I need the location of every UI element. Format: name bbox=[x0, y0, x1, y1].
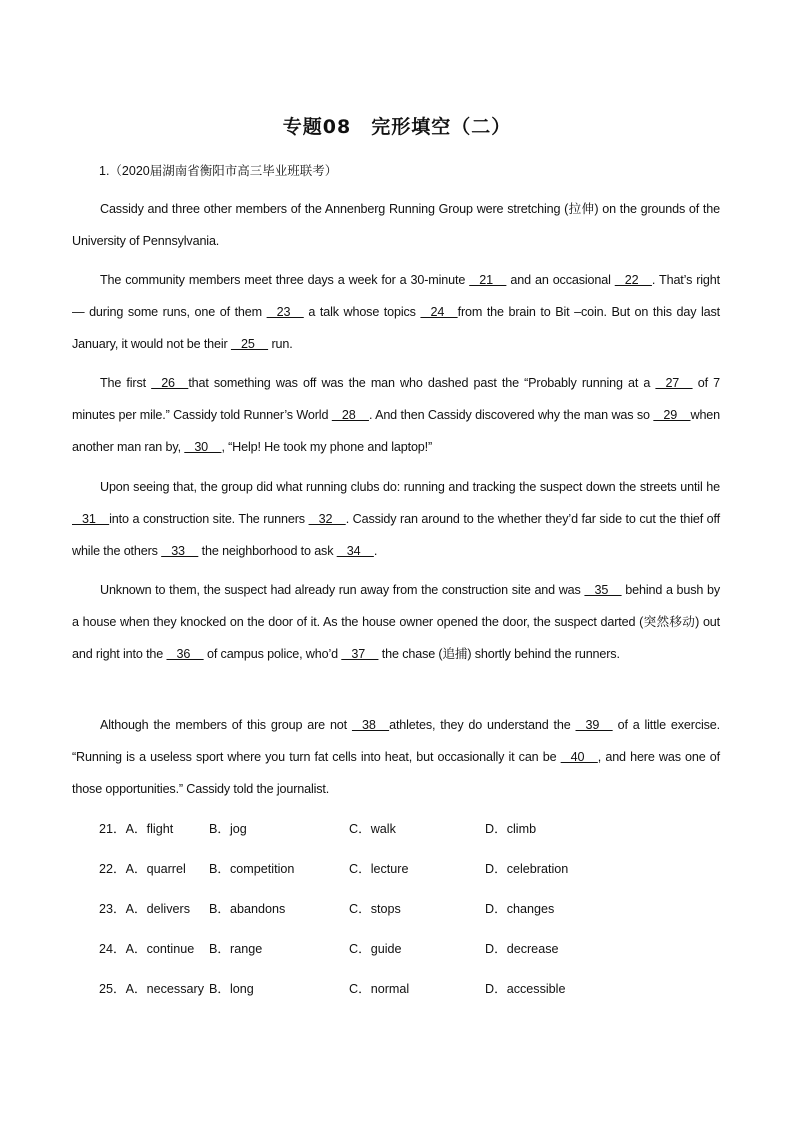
blank-37: 37 bbox=[341, 646, 379, 661]
passage-text: athletes, they do understand the bbox=[389, 718, 576, 732]
blank-26: 26 bbox=[151, 376, 189, 390]
option-d: D．accessible bbox=[485, 982, 566, 996]
passage-paragraph-6 bbox=[72, 710, 720, 805]
passage-text: the neighborhood to ask bbox=[198, 543, 337, 558]
option-d: D．changes bbox=[485, 902, 555, 916]
blank-25: 25 bbox=[230, 336, 269, 351]
option-a: 23．A．delivers bbox=[99, 902, 190, 916]
passage-paragraph-4 bbox=[72, 472, 720, 567]
passage-text: Upon seeing that, the group did what running clubs do: running and tracking the suspect down the streets until he bbox=[100, 480, 720, 494]
passage-text: . Cassidy ran around to the whether they’d far side to cut the thief off while the others bbox=[72, 511, 721, 558]
option-c: C．stops bbox=[349, 902, 401, 916]
passage-text: The community members meet three days a week for a 30-minute bbox=[100, 273, 470, 287]
option-a: 21．A．flight bbox=[99, 822, 174, 836]
option-c: C．guide bbox=[349, 942, 402, 956]
option-d: D．celebration bbox=[485, 862, 569, 876]
option-b: B．jog bbox=[209, 822, 247, 836]
passage-text: run. bbox=[268, 336, 293, 351]
blank-35: 35 bbox=[584, 583, 622, 597]
blank-28: 28 bbox=[331, 407, 369, 422]
option-d: D．decrease bbox=[485, 942, 559, 956]
passage-paragraph-1 bbox=[72, 194, 720, 258]
page-title: 专题08 完形填空（二） bbox=[282, 116, 512, 138]
option-b: B．long bbox=[209, 982, 254, 996]
passage-text: that something was off was the man who dashed past the “Probably running at a bbox=[188, 376, 656, 390]
blank-32: 32 bbox=[308, 511, 346, 526]
blank-40: 40 bbox=[560, 749, 598, 764]
passage-text: into a construction site. The runners bbox=[109, 511, 309, 526]
blank-36: 36 bbox=[166, 646, 204, 661]
option-a: 22．A．quarrel bbox=[99, 862, 186, 876]
blank-38: 38 bbox=[351, 718, 390, 732]
passage-text: Unknown to them, the suspect had already run away from the construction site and was bbox=[100, 583, 585, 597]
option-b: B．competition bbox=[209, 862, 295, 876]
blank-29: 29 bbox=[653, 407, 691, 422]
passage-text: behind a bush by a house when they knocked on the door of it. As the house owner opened the door, the suspect darted (突然移动) out and right into the bbox=[72, 583, 720, 661]
blank-22: 22 bbox=[614, 273, 652, 287]
blank-34: 34 bbox=[336, 543, 374, 558]
passage-text: from the brain to Bit –coin. But on this day last January, it would not be their bbox=[72, 304, 721, 351]
passage-text: . And then Cassidy discovered why the man was so bbox=[368, 407, 654, 422]
passage-text: of campus police, who’d bbox=[203, 646, 342, 661]
blank-31: 31 bbox=[72, 511, 110, 526]
blank-27: 27 bbox=[655, 376, 693, 390]
blank-24: 24 bbox=[420, 304, 458, 319]
passage-text: , and here was one of those opportunities.” Cassidy told the journalist. bbox=[72, 749, 720, 796]
option-c: C．normal bbox=[349, 982, 410, 996]
passage-paragraph-3 bbox=[72, 368, 720, 463]
option-c: C．lecture bbox=[349, 862, 409, 876]
passage-text: . That’s right — during some runs, one of them bbox=[72, 273, 720, 319]
blank-30: 30 bbox=[184, 439, 222, 454]
passage-text: of a little exercise. “Running is a useless sport where you turn fat cells into heat, but occasionally it can be bbox=[72, 718, 720, 764]
option-a: 25．A．necessary bbox=[99, 982, 204, 996]
blank-39: 39 bbox=[575, 718, 613, 732]
passage-paragraph-2 bbox=[72, 265, 720, 360]
passage-text: of 7 minutes per mile.” Cassidy told Runner’s World bbox=[72, 376, 720, 422]
option-a: 24．A．continue bbox=[99, 942, 195, 956]
passage-text: Although the members of this group are not bbox=[100, 718, 352, 732]
question-source: 1.（2020届湖南省衡阳市高三毕业班联考） bbox=[99, 164, 338, 178]
passage-text: The first bbox=[100, 376, 152, 390]
blank-23: 23 bbox=[266, 304, 304, 319]
passage-text: Cassidy and three other members of the Annenberg Running Group were stretching (拉伸) on the grounds of the University of Pennsylvania. bbox=[72, 202, 720, 248]
option-b: B．abandons bbox=[209, 902, 286, 916]
passage-text: when another man ran by, bbox=[72, 407, 721, 454]
blank-21: 21 bbox=[469, 273, 507, 287]
passage-text: . bbox=[373, 543, 378, 558]
passage-text: a talk whose topics bbox=[303, 304, 421, 319]
passage-paragraph-5 bbox=[72, 575, 720, 670]
passage-text: and an occasional bbox=[506, 273, 615, 287]
passage-text: , “Help! He took my phone and laptop!” bbox=[221, 439, 433, 454]
option-c: C．walk bbox=[349, 822, 396, 836]
blank-33: 33 bbox=[161, 543, 199, 558]
option-d: D．climb bbox=[485, 822, 537, 836]
passage-text: the chase (追捕) shortly behind the runners. bbox=[378, 646, 620, 661]
option-b: B．range bbox=[209, 942, 263, 956]
